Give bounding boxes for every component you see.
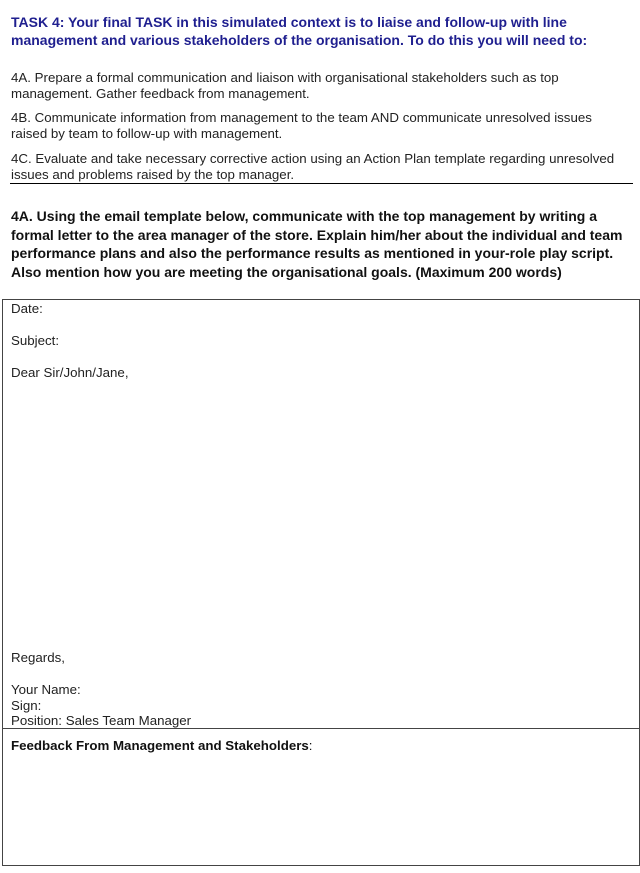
position-line: Position: Sales Team Manager	[11, 713, 192, 728]
date-label: Date:	[11, 301, 43, 316]
task-title: TASK 4: Your final TASK in this simulated context is to liaise and follow-up with line management and various stakeholders of the organisation. To do this you will need to:	[11, 14, 588, 48]
salutation: Dear Sir/John/Jane,	[11, 365, 129, 380]
section-divider	[10, 183, 633, 184]
feedback-label-colon: :	[308, 738, 313, 753]
feedback-box[interactable]	[2, 728, 640, 866]
feedback-label	[11, 738, 313, 754]
task-item-4a: 4A. Prepare a formal communication and liaison with organisational stakeholders such as top management. Gather feedback from management.	[11, 70, 559, 101]
sign-label: Sign:	[11, 698, 42, 713]
subject-label: Subject:	[11, 333, 60, 348]
feedback-label-text: Feedback From Management and Stakeholders	[11, 738, 309, 753]
email-template-box[interactable]	[2, 299, 640, 728]
task-item-4b: 4B. Communicate information from management to the team AND communicate unresolved issues raised by team to follow-up with management.	[11, 110, 592, 141]
instruction-4a: 4A. Using the email template below, communicate with the top management by writing a formal letter to the area manager of the store. Explain him/her about the individual and team performance plans and also the performance results as mentioned in your-role play script. Also mention how you are meeting the organisational goals. (Maximum 200 words)	[11, 208, 623, 280]
your-name-label: Your Name:	[11, 682, 81, 697]
task-item-4c: 4C. Evaluate and take necessary corrective action using an Action Plan template regarding unresolved issues and problems raised by the top manager.	[11, 151, 615, 182]
regards: Regards,	[11, 650, 65, 665]
